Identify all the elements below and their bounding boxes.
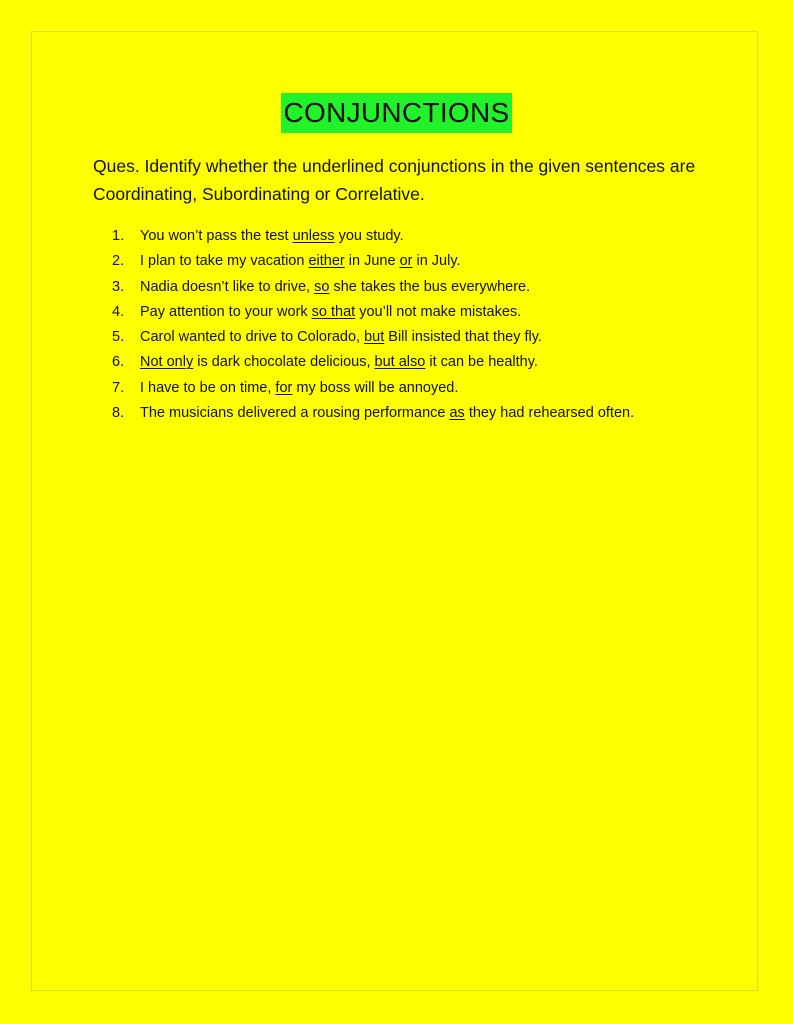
sentence-text: Carol wanted to drive to Colorado, xyxy=(140,329,365,346)
underlined-conjunction: so that xyxy=(311,303,356,320)
list-item xyxy=(108,401,688,426)
sentence-text: Bill insisted that they fly. xyxy=(384,329,542,346)
item-number: 5. xyxy=(112,329,125,346)
underlined-conjunction: unless xyxy=(292,228,335,244)
sentence-text: You won’t pass the test xyxy=(140,228,293,244)
sentence-text: you’ll not make mistakes. xyxy=(355,303,522,320)
list-item xyxy=(108,224,688,249)
sentence-text: my boss will be annoyed. xyxy=(292,379,459,396)
underlined-conjunction: but xyxy=(364,329,385,346)
sentence-text: is dark chocolate delicious, xyxy=(193,354,375,371)
item-number: 2. xyxy=(112,253,125,270)
item-number: 3. xyxy=(112,278,125,295)
item-number: 8. xyxy=(112,405,125,422)
sentence-text: Pay attention to your work xyxy=(140,303,312,320)
title-container xyxy=(0,93,793,133)
sentence-list xyxy=(108,224,688,426)
underlined-conjunction: but also xyxy=(374,354,426,371)
list-item xyxy=(108,249,688,274)
list-item xyxy=(108,350,688,375)
list-item xyxy=(108,300,688,325)
question-text: Ques. Identify whether the underlined conjunctions in the given sentences are Coordinating, Subordinating or Correlative. xyxy=(93,156,696,204)
sentence-text: she takes the bus everywhere. xyxy=(329,278,531,295)
sentence-text: it can be healthy. xyxy=(425,354,538,371)
page-title: CONJUNCTIONS xyxy=(281,93,511,133)
sentence-text: I have to be on time, xyxy=(140,379,276,396)
sentence-text: I plan to take my vacation xyxy=(140,253,309,270)
list-item xyxy=(108,376,688,401)
sentence-text: in June xyxy=(344,253,400,270)
sentence-text: in July. xyxy=(412,253,461,270)
list-item xyxy=(108,275,688,300)
list-item xyxy=(108,325,688,350)
item-number: 1. xyxy=(112,228,125,244)
underlined-conjunction: for xyxy=(275,379,293,396)
underlined-conjunction: either xyxy=(308,253,345,270)
item-number: 6. xyxy=(112,354,125,371)
sentence-text: you study. xyxy=(334,228,404,244)
underlined-conjunction: so xyxy=(314,278,330,295)
underlined-conjunction: as xyxy=(449,405,465,422)
underlined-conjunction: or xyxy=(399,253,413,270)
underlined-conjunction: Not only xyxy=(140,354,194,371)
sentence-text: The musicians delivered a rousing performance xyxy=(140,405,450,422)
sentence-text: they had rehearsed often. xyxy=(464,405,635,422)
item-number: 7. xyxy=(112,379,125,396)
sentence-text: Nadia doesn’t like to drive, xyxy=(140,278,315,295)
item-number: 4. xyxy=(112,303,125,320)
